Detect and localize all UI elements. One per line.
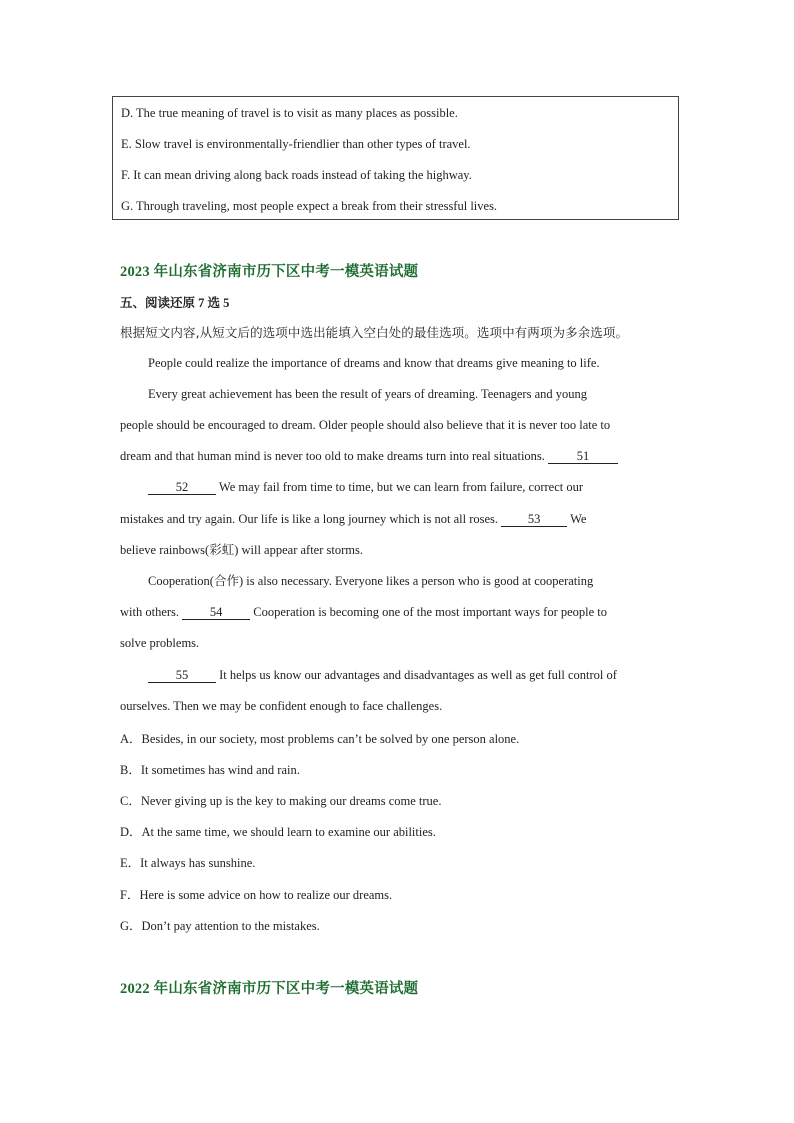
blank-52: 52 (148, 480, 216, 495)
blank-53: 53 (501, 512, 567, 527)
passage-paragraph-1: People could realize the importance of dreams and know that dreams give meaning to life. (148, 356, 600, 370)
passage-text: dream and that human mind is never too old to make dreams turn into real situations. (120, 449, 549, 463)
answer-option-b: B．It sometimes has wind and rain. (120, 763, 300, 777)
box-option-e: E. Slow travel is environmentally-friendlier than other types of travel. (121, 137, 471, 151)
passage-paragraph-5-line-2: ourselves. Then we may be confident enough to face challenges. (120, 699, 443, 713)
box-option-d: D. The true meaning of travel is to visit as many places as possible. (121, 106, 458, 120)
section-title-2023: 2023 年山东省济南市历下区中考一模英语试题 (120, 264, 419, 280)
blank-54: 54 (182, 605, 250, 620)
passage-text: We may fail from time to time, but we can learn from failure, correct our (216, 480, 584, 494)
passage-paragraph-3-line-3: believe rainbows(彩虹) will appear after storms. (120, 543, 363, 557)
passage-paragraph-4-line-1: Cooperation(合作) is also necessary. Everyone likes a person who is good at cooperating (148, 574, 594, 588)
passage-text: Cooperation is becoming one of the most important ways for people to (250, 605, 608, 619)
passage-paragraph-3-line-1 (148, 479, 583, 495)
answer-option-g: G．Don’t pay attention to the mistakes. (120, 919, 320, 933)
answer-option-d: D．At the same time, we should learn to examine our abilities. (120, 825, 436, 839)
answer-option-c: C．Never giving up is the key to making our dreams come true. (120, 794, 442, 808)
answer-option-e: E．It always has sunshine. (120, 856, 256, 870)
section-instruction: 根据短文内容,从短文后的选项中选出能填入空白处的最佳选项。选项中有两项为多余选项。 (120, 325, 629, 340)
section-subtitle: 五、阅读还原 7 选 5 (120, 296, 230, 310)
passage-paragraph-2-line-3 (120, 448, 618, 464)
passage-paragraph-4-line-3: solve problems. (120, 636, 200, 650)
box-option-f: F. It can mean driving along back roads instead of taking the highway. (121, 168, 472, 182)
passage-paragraph-2-line-2: people should be encouraged to dream. Older people should also believe that it is never too late to (120, 418, 611, 432)
section-title-2022: 2022 年山东省济南市历下区中考一模英语试题 (120, 981, 419, 997)
passage-paragraph-3-line-2 (120, 511, 586, 527)
blank-55: 55 (148, 668, 216, 683)
passage-paragraph-2-line-1: Every great achievement has been the result of years of dreaming. Teenagers and young (148, 387, 587, 401)
answer-option-f: F．Here is some advice on how to realize our dreams. (120, 888, 393, 902)
passage-text: mistakes and try again. Our life is like a long journey which is not all roses. (120, 512, 502, 526)
passage-paragraph-4-line-2 (120, 604, 607, 620)
passage-text: We (567, 512, 587, 526)
passage-paragraph-5-line-1 (148, 667, 617, 683)
passage-text: with others. (120, 605, 183, 619)
answer-option-a: A．Besides, in our society, most problems can’t be solved by one person alone. (120, 732, 520, 746)
options-box (112, 96, 679, 220)
passage-text: It helps us know our advantages and disadvantages as well as get full control of (216, 668, 617, 682)
blank-51: 51 (548, 449, 618, 464)
box-option-g: G. Through traveling, most people expect a break from their stressful lives. (121, 199, 498, 213)
